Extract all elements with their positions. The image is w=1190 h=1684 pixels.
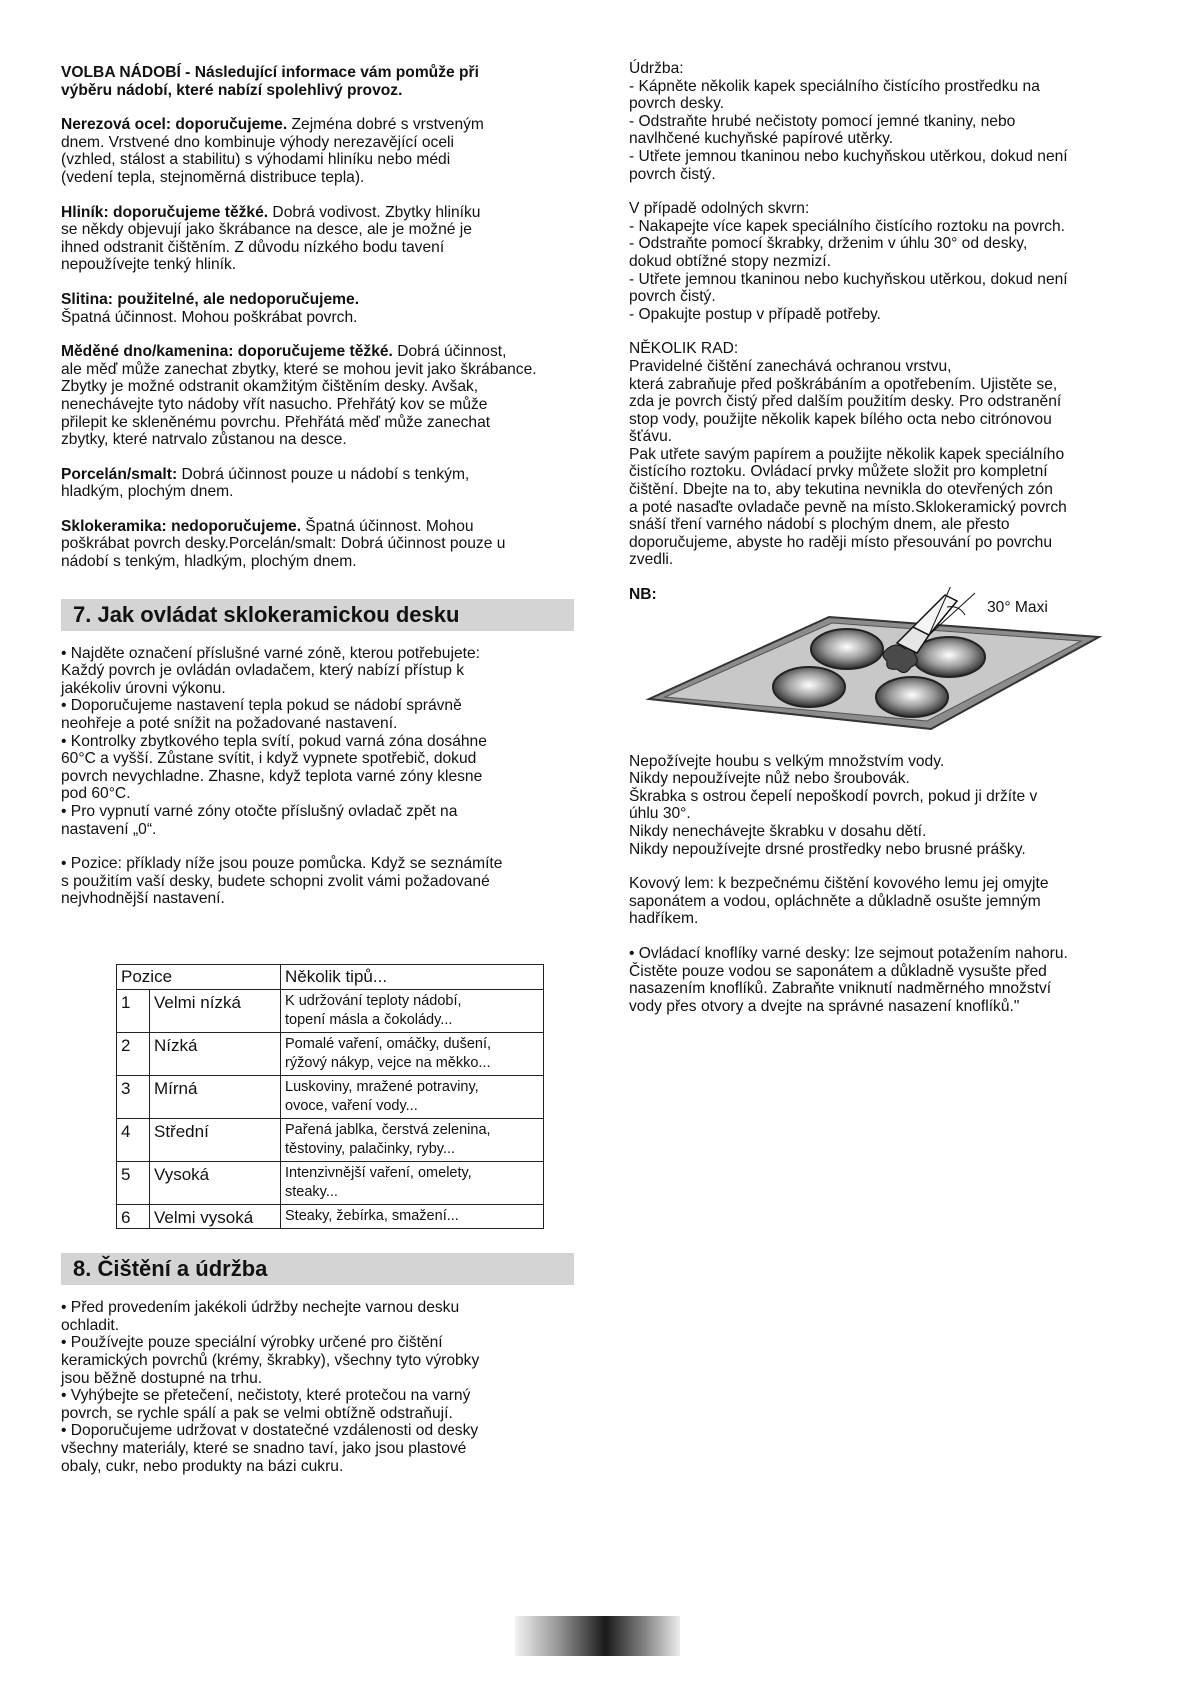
table-row: 6 Velmi vysoká Steaky, žebírka, smažení... (117, 1204, 544, 1229)
table-row: 5 Vysoká Intenzivnější vaření, omelety, steaky... (117, 1161, 544, 1204)
cooking-zone (811, 629, 883, 669)
cookware-intro: VOLBA NÁDOBÍ - Následující informace vám pomůže při výběru nádobí, které nabízí spolehlivý provoz. (61, 64, 479, 99)
glass-ceramic-paragraph: Sklokeramika: nedoporučujeme. Špatná účinnost. Mohou poškrábat povrch desky.Porcelán/smalt: Dobrá účinnost pouze u nádobí s tenkým, hladkým, plochým dnem. (61, 517, 506, 571)
section-7-positions-note: • Pozice: příklady níže jsou pouze pomůcka. Když se seznámíte s použitím vaší desky, budete schopni zvolit vámi požadované nejvhodnější nastavení. (61, 855, 503, 908)
right-column (629, 60, 1149, 1032)
copper-paragraph: Měděné dno/kamenina: doporučujeme těžké. Dobrá účinnost, ale měď může zanechat zbytky, které se mohou jevit jako škrábance. Zbytky je možné odstranit okamžitým čištěním desky. Avšak, nenechávejte tyto nádoby vřít nasucho. Přehřátý kov se může přilepit ke skleněnému povrchu. Přehřátá měď může zanechat zbytky, které natrvalo zůstanou na desce. (61, 343, 537, 449)
knobs-paragraph: • Ovládací knoflíky varné desky: lze sejmout potažením nahoru. Čistěte pouze vodou se saponátem a důkladně vysušte před nasazením knoflíků. Zabraňte vniknutí nadměrného množství vody přes otvory a dvejte na správné nasazení knoflíků." (629, 944, 1068, 1015)
warnings-paragraph: Nepožívejte houbu s velkým množstvím vody. Nikdy nepoužívejte nůž nebo šroubovák. Škrabka s ostrou čepelí nepoškodí povrch, pokud ji držíte v úhlu 30°. Nikdy nenechávejte škrabku v dosahu dětí. Nikdy nepoužívejte drsné prostředky nebo brusné prášky. (629, 752, 1038, 858)
table-row: 2 Nízká Pomalé vaření, omáčky, dušení, rýžový nákyp, vejce na měkko... (117, 1032, 544, 1075)
nb-label: NB: (629, 586, 657, 604)
cooking-zone (876, 677, 948, 717)
section-7-heading: 7. Jak ovládat sklokeramickou desku (61, 599, 574, 631)
scraper-illustration (629, 587, 1149, 737)
maintenance-paragraph: Údržba: - Kápněte několik kapek speciálního čistícího prostředku na povrch desky. - Odstraňte hrubé nečistoty pomocí jemné tkaniny, nebo navlhčené kuchyňské papírové utěrky. - Utřete jemnou tkaninou nebo kuchyňskou utěrkou, dokud není povrch čistý. (629, 60, 1068, 183)
porcelain-paragraph: Porcelán/smalt: Dobrá účinnost pouze u nádobí s tenkým, hladkým, plochým dnem. (61, 465, 470, 501)
section-8-heading: 8. Čištění a údržba (61, 1253, 574, 1285)
table-header-position: Pozice (117, 964, 281, 989)
left-column (61, 64, 601, 1492)
angle-label: 30° Maxi (987, 598, 1048, 616)
page-footer-bar (515, 1616, 680, 1656)
table-header-tips: Několik tipů... (281, 964, 544, 989)
table-row: 1 Velmi nízká K udržování teploty nádobí, topení másla a čokolády... (117, 989, 544, 1032)
aluminium-paragraph: Hliník: doporučujeme těžké. Dobrá vodivost. Zbytky hliníku se někdy objevují jako škrábance na desce, ale je možné je ihned odstranit čištěním. Z důvodu nízkého bodu tavení nepoužívejte tenký hliník. (61, 203, 481, 274)
section-7-instructions: • Najděte označení příslušné varné zóně, kterou potřebujete: Každý povrch je ovládán ovladačem, který nabízí přístup k jakékoliv úrovni výkonu. • Doporučujeme nastavení tepla pokud se nádobí správně neohřeje a poté snížit na požadované nastavení. • Kontrolky zbytkového tepla svítí, pokud varná zóna dosáhne 60°C a vyšší. Zůstane svítit, i když vypnete spotřebič, dokud povrch nevychladne. Zhasne, když teplota varné zóny klesne pod 60°C. • Pro vypnutí varné zóny otočte příslušný ovladač zpět na nastavení „0“. (61, 644, 487, 838)
stubborn-stains-paragraph: V případě odolných skvrn: - Nakapejte více kapek speciálního čistícího roztoku na povrch. - Odstraňte pomocí škrabky, drženim v úhlu 30° od desky, dokud obtížné stopy nezmizí. - Utřete jemnou tkaninou nebo kuchyňskou utěrkou, dokud není povrch čistý. - Opakujte postup v případě potřeby. (629, 200, 1068, 323)
tips-paragraph: NĚKOLIK RAD: Pravidelné čištění zanechává ochranou vrstvu, která zabraňuje před poškrábáním a opotřebením. Ujistěte se, zda je povrch čistý před dalším použitím desky. Pro odstranění stop vody, použijte několik kapek bílého octa nebo citrónovou šťávu. Pak utřete savým papírem a použijte několik kapek speciálního čistícího roztoku. Ovládací prvky můžete složit pro kompletní čištění. Dbejte na to, aby tekutina nevnikla do otevřených zón a poté nasaďte ovladače pevně na místo.Sklokeramický povrch snáší tření varného nádobí s plochým dnem, ale přesto doporučujeme, abyste ho raději místo přesouvání po povrchu zvedli. (629, 340, 1067, 569)
table-header-row (117, 964, 544, 989)
alloy-paragraph: Slitina: použitelné, ale nedoporučujeme. Špatná účinnost. Mohou poškrábat povrch. (61, 290, 360, 326)
table-row: 4 Střední Pařená jablka, čerstvá zelenina, těstoviny, palačinky, ryby... (117, 1118, 544, 1161)
stainless-steel-paragraph: Nerezová ocel: doporučujeme. Zejména dobré s vrstveným dnem. Vrstvené dno kombinuje výhody nerezavějící oceli (vzhled, stálost a stabilitu) s výhodami hliníku nebo médi (vedení tepla, stejnoměrná distribuce tepla). (61, 116, 484, 186)
metal-rim-paragraph: Kovový lem: k bezpečnému čištění kovového lemu jej omyjte saponátem a vodou, opláchněte a důkladně osušte jemným hadříkem. (629, 875, 1049, 928)
table-row: 3 Mírná Luskoviny, mražené potraviny, ovoce, vaření vody... (117, 1075, 544, 1118)
section-8-instructions: • Před provedením jakékoli údržby nechejte varnou desku ochladit. • Používejte pouze speciální výrobky určené pro čištění keramických povrchů (krémy, škrabky), všechny tyto výrobky jsou běžně dostupné na trhu. • Vyhýbejte se přetečení, nečistoty, které protečou na varný povrch, se rychle spálí a pak se velmi obtížně odstraňují. • Doporučujeme udržovat v dostatečné vzdálenosti od desky všechny materiály, které se snadno taví, jako jsou plastové obaly, cukr, nebo produkty na bázi cukru. (61, 1299, 480, 1475)
heat-settings-table (116, 964, 544, 1229)
cooking-zone (773, 667, 845, 707)
